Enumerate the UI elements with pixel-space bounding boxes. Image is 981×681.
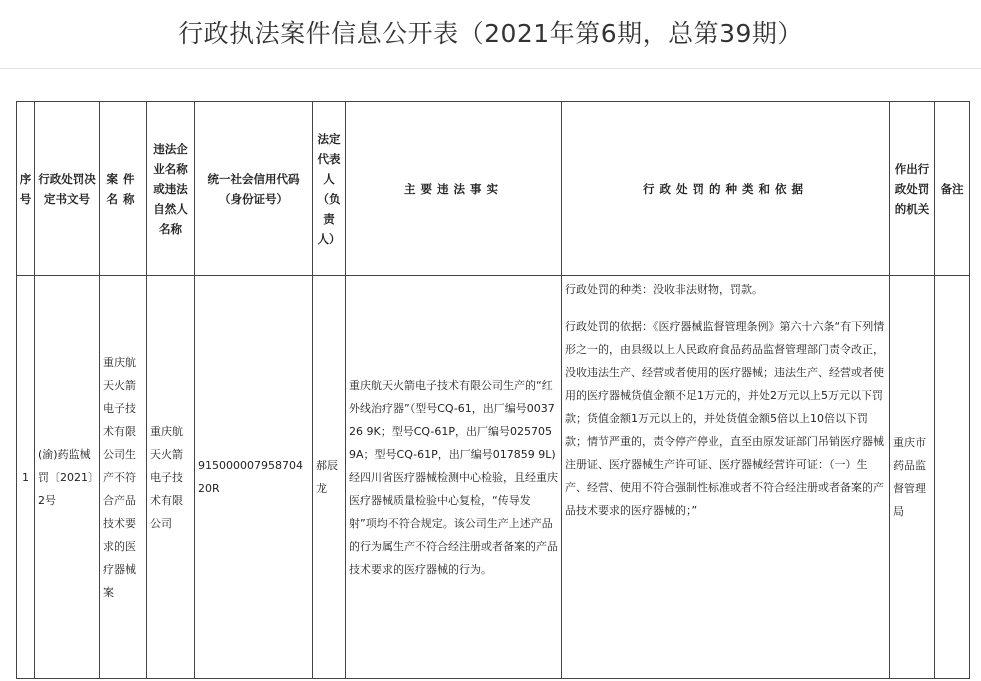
cell-doc-no: (渝)药监械罚〔2021〕2号 bbox=[35, 276, 100, 679]
header-facts: 主要违法事实 bbox=[346, 102, 562, 276]
case-info-table bbox=[16, 101, 970, 679]
cell-seq: 1 bbox=[17, 276, 35, 679]
header-seq: 序号 bbox=[17, 102, 35, 276]
cell-remark bbox=[935, 276, 970, 679]
cell-authority: 重庆市药品监督管理局 bbox=[890, 276, 935, 679]
header-case-name: 案件名称 bbox=[100, 102, 147, 276]
header-remark: 备注 bbox=[935, 102, 970, 276]
header-penalty: 行政处罚的种类和依据 bbox=[562, 102, 890, 276]
header-doc-no: 行政处罚决定书文号 bbox=[35, 102, 100, 276]
cell-penalty bbox=[562, 276, 890, 679]
title-divider bbox=[0, 68, 981, 69]
header-violator: 违法企业名称或违法自然人名称 bbox=[147, 102, 195, 276]
cell-credit-code: 91500000795870420R bbox=[195, 276, 313, 679]
penalty-type: 行政处罚的种类：没收非法财物，罚款。 bbox=[565, 283, 763, 296]
cell-facts: 重庆航天火箭电子技术有限公司生产的“红外线治疗器”（型号CQ-61，出厂编号003726 9K；型号CQ-61P，出厂编号025705 9A；型号CQ-61P，出厂编号017859 9L)经四川省医疗器械检测中心检验，且经重庆医疗器械质量检验中心复检，“传导发射”项均不符合规定。该公司生产上述产品的行为属生产不符合经注册或者备案的产品技术要求的医疗器械的行为。 bbox=[346, 276, 562, 679]
cell-violator: 重庆航天火箭电子技术有限公司 bbox=[147, 276, 195, 679]
header-authority: 作出行政处罚的机关 bbox=[890, 102, 935, 276]
header-credit-code: 统一社会信用代码（身份证号） bbox=[195, 102, 313, 276]
page-title: 行政执法案件信息公开表（2021年第6期，总第39期） bbox=[178, 19, 803, 48]
cell-legal-rep: 郝辰龙 bbox=[313, 276, 346, 679]
table-header-row bbox=[17, 102, 970, 276]
table-row bbox=[17, 276, 970, 679]
cell-case-name: 重庆航天火箭电子技术有限公司生产不符合产品技术要求的医疗器械案 bbox=[100, 276, 147, 679]
penalty-basis: 行政处罚的依据：《医疗器械监督管理条例》第六十六条“有下列情形之一的，由县级以上人民政府食品药品监督管理部门责令改正，没收违法生产、经营或者使用的医疗器械；违法生产、经营或者使用的医疗器械货值金额不足1万元的，并处2万元以上5万元以下罚款；货值金额1万元以上的，并处货值金额5倍以上10倍以下罚款；情节严重的，责令停产停业，直至由原发证部门吊销医疗器械注册证、医疗器械生产许可证、医疗器械经营许可证：（一）生产、经营、使用不符合强制性标准或者不符合经注册或者备案的产品技术要求的医疗器械的；” bbox=[565, 320, 885, 517]
header-legal-rep: 法定代表人（负责人） bbox=[313, 102, 346, 276]
